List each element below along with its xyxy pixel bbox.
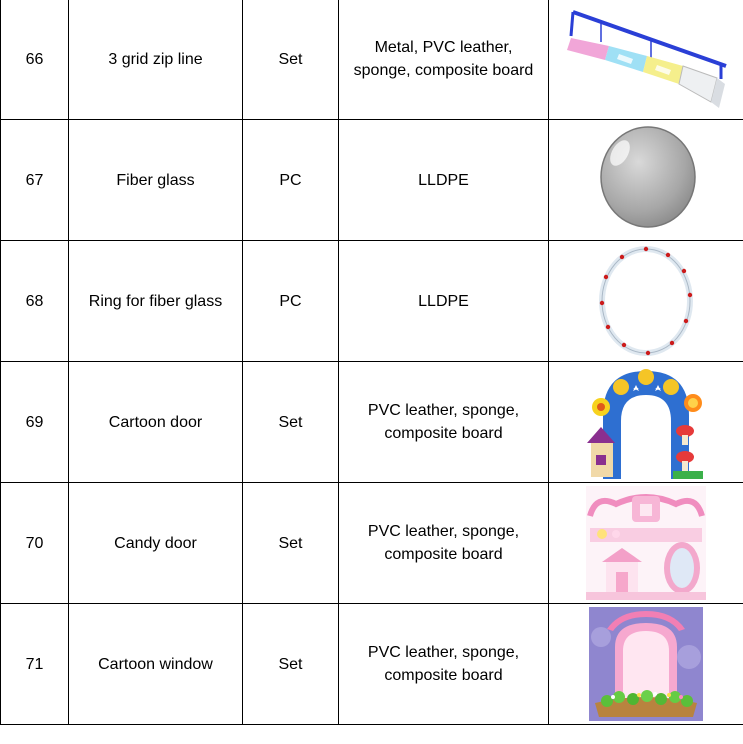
item-unit: PC xyxy=(243,241,339,362)
material-line: Metal, PVC leather, xyxy=(374,39,513,56)
item-unit: Set xyxy=(243,0,339,120)
candy-door-image xyxy=(549,483,743,604)
item-number: 67 xyxy=(1,120,69,241)
item-number: 71 xyxy=(1,604,69,725)
item-name: Ring for fiber glass xyxy=(69,241,243,362)
table-row xyxy=(1,483,743,604)
material-line: LLDPE xyxy=(418,171,469,189)
material-line: composite board xyxy=(384,425,503,442)
item-unit: Set xyxy=(243,604,339,725)
material-line: LLDPE xyxy=(418,292,469,310)
ring-icon xyxy=(586,245,706,357)
item-unit: PC xyxy=(243,120,339,241)
item-number: 69 xyxy=(1,362,69,483)
item-material xyxy=(339,362,549,483)
item-number: 68 xyxy=(1,241,69,362)
table-row xyxy=(1,362,743,483)
cartoon-window-icon xyxy=(589,607,703,721)
cartoon-window-image xyxy=(549,604,743,725)
zip-line-icon xyxy=(561,4,731,114)
material-line: PVC leather, sponge, xyxy=(367,523,520,540)
item-unit: Set xyxy=(243,483,339,604)
item-material xyxy=(339,483,549,604)
candy-door-icon xyxy=(586,486,706,600)
fiber-glass-icon xyxy=(586,125,706,235)
item-material xyxy=(339,120,549,241)
material-line: PVC leather, sponge, xyxy=(367,402,520,419)
item-name: Cartoon window xyxy=(69,604,243,725)
zip-line-image xyxy=(549,0,743,120)
table-row xyxy=(1,0,743,120)
item-name: 3 grid zip line xyxy=(69,0,243,120)
item-material xyxy=(339,241,549,362)
material-line: PVC leather, sponge, xyxy=(367,644,520,661)
table-row xyxy=(1,604,743,725)
material-line: sponge, composite board xyxy=(353,62,534,79)
item-name: Cartoon door xyxy=(69,362,243,483)
item-material xyxy=(339,0,549,120)
table-row xyxy=(1,241,743,362)
cartoon-door-image xyxy=(549,362,743,483)
item-number: 70 xyxy=(1,483,69,604)
ring-image xyxy=(549,241,743,362)
material-line: composite board xyxy=(384,546,503,563)
item-name: Candy door xyxy=(69,483,243,604)
item-material xyxy=(339,604,549,725)
material-line: composite board xyxy=(384,667,503,684)
fiber-glass-image xyxy=(549,120,743,241)
cartoon-door-icon xyxy=(581,365,711,479)
table-row xyxy=(1,120,743,241)
item-number: 66 xyxy=(1,0,69,120)
item-unit: Set xyxy=(243,362,339,483)
item-name: Fiber glass xyxy=(69,120,243,241)
